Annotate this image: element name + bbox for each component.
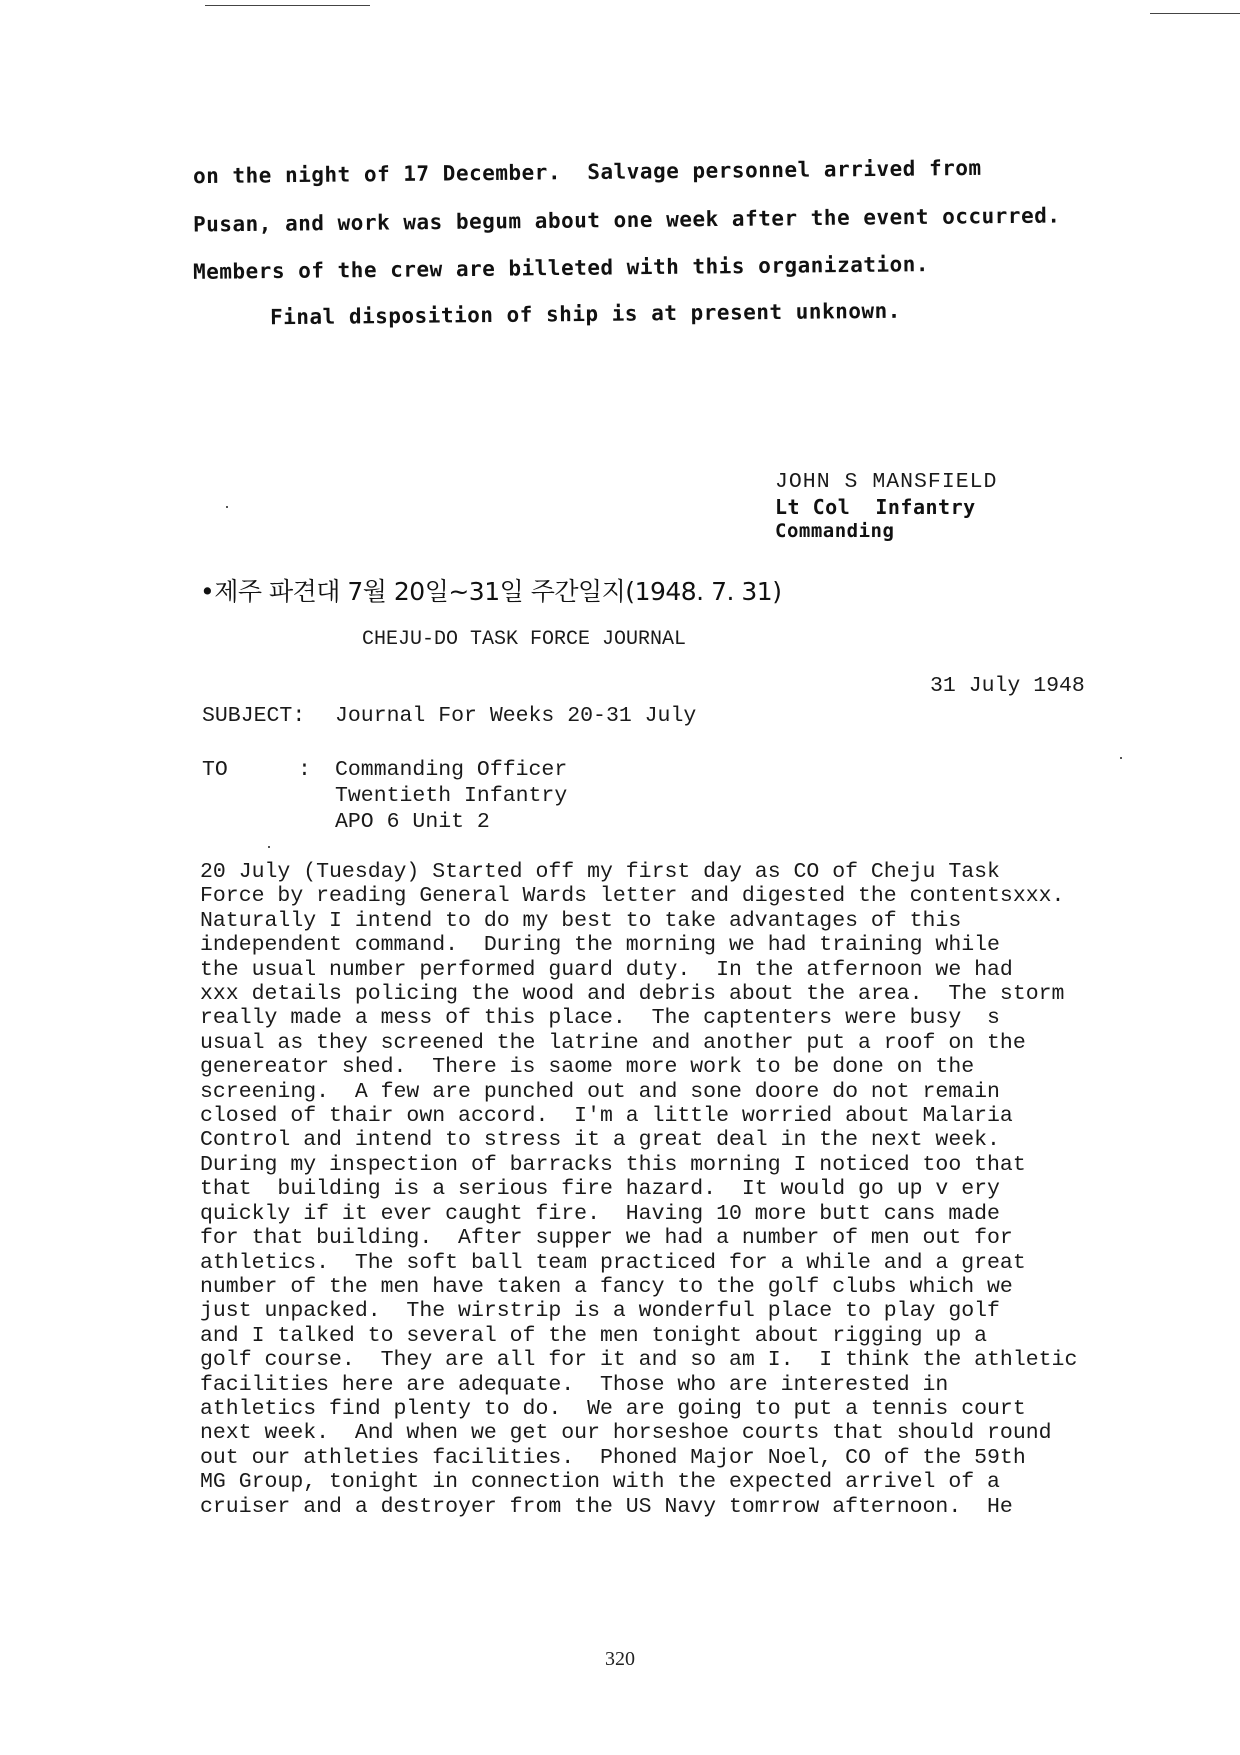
journal-body	[200, 860, 1077, 1519]
body-line: for that building. After supper we had a number of men out for	[200, 1226, 1013, 1251]
continuation-line: Final disposition of ship is at present unknown.	[269, 298, 901, 330]
body-line: During my inspection of barracks this morning I noticed too that	[200, 1152, 1026, 1177]
korean-heading: •제주 파견대 7월 20일~31일 주간일지(1948. 7. 31)	[200, 577, 782, 606]
body-line: out our athleties facilities. Phoned Major Noel, CO of the 59th	[200, 1445, 1026, 1470]
body-line: next week. And when we get our horseshoe courts that should round	[200, 1421, 1052, 1446]
scan-speck	[226, 506, 228, 508]
body-line: athletics. The soft ball team practiced for a while and a great	[200, 1250, 1026, 1275]
to-label: TO	[202, 758, 228, 782]
body-line: xxx details policing the wood and debris about the area. The storm	[200, 982, 1065, 1007]
body-line: Force by reading General Wards letter and digested the contentsxxx.	[200, 884, 1065, 909]
to-colon: :	[298, 758, 311, 782]
to-line: Commanding Officer	[335, 758, 568, 782]
subject-text: Journal For Weeks 20-31 July	[335, 704, 697, 728]
body-line: number of the men have taken a fancy to the golf clubs which we	[200, 1274, 1013, 1299]
body-line: just unpacked. The wirstrip is a wonderful place to play golf	[200, 1299, 1000, 1324]
body-line: facilities here are adequate. Those who are interested in	[200, 1372, 949, 1397]
body-line: independent command. During the morning we had training while	[200, 933, 1000, 958]
scan-artifact-line	[1150, 13, 1240, 14]
signature-rank: Lt Col Infantry	[775, 495, 976, 519]
scan-artifact-line	[205, 5, 370, 6]
body-line: the usual number performed guard duty. In the atfernoon we had	[200, 957, 1013, 982]
to-line: Twentieth Infantry	[335, 784, 568, 808]
continuation-line: Members of the crew are billeted with this organization.	[192, 252, 930, 284]
body-line: screening. A few are punched out and sone doore do not remain	[200, 1079, 1000, 1104]
body-line: quickly if it ever caught fire. Having 10 more butt cans made	[200, 1201, 1000, 1226]
body-line: and I talked to several of the men tonight about rigging up a	[200, 1323, 988, 1348]
subject-label: SUBJECT:	[202, 704, 306, 728]
body-line: athletics find plenty to do. We are going to put a tennis court	[200, 1396, 1026, 1421]
body-line: cruiser and a destroyer from the US Navy tomrrow afternoon. He	[200, 1494, 1013, 1519]
body-line: Control and intend to stress it a great deal in the next week.	[200, 1128, 1000, 1153]
journal-title: CHEJU-DO TASK FORCE JOURNAL	[362, 628, 687, 651]
body-line: 20 July (Tuesday) Started off my first day as CO of Cheju Task	[200, 860, 1000, 884]
body-line: usual as they screened the latrine and another put a roof on the	[200, 1030, 1026, 1055]
journal-date: 31 July 1948	[930, 674, 1085, 698]
scan-speck	[1120, 757, 1122, 759]
body-line: closed of thair own accord. I'm a little worried about Malaria	[200, 1104, 1013, 1129]
page-number: 320	[605, 1648, 635, 1670]
signature-name: JOHN S MANSFIELD	[775, 470, 998, 494]
continuation-line: Pusan, and work was begum about one week after the event occurred.	[192, 203, 1061, 237]
continuation-line: on the night of 17 December. Salvage personnel arrived from	[192, 155, 982, 189]
to-line: APO 6 Unit 2	[335, 810, 490, 834]
scan-speck	[268, 846, 270, 848]
body-line: genereator shed. There is saome more work to be done on the	[200, 1055, 975, 1080]
body-line: that building is a serious fire hazard. It would go up v ery	[200, 1177, 1000, 1202]
body-line: Naturally I intend to do my best to take advantages of this	[200, 908, 962, 933]
body-line: really made a mess of this place. The captenters were busy s	[200, 1006, 1000, 1031]
signature-role: Commanding	[775, 520, 895, 542]
body-line: MG Group, tonight in connection with the expected arrivel of a	[200, 1470, 1000, 1495]
body-line: golf course. They are all for it and so am I. I think the athletic	[200, 1348, 1078, 1373]
